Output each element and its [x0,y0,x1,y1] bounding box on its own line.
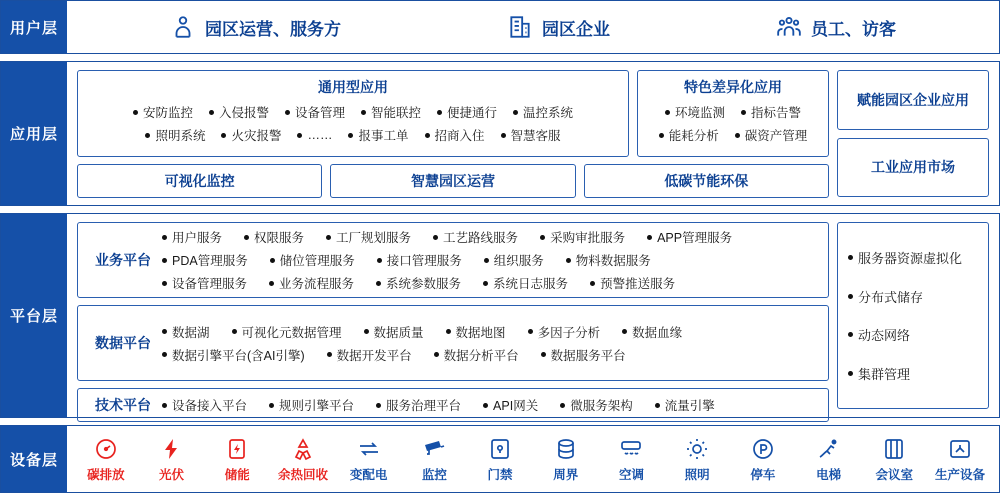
general-application-row-1 [88,103,618,121]
platform-layer [0,213,1000,418]
platform-layer-body [67,214,999,417]
app-chip[interactable]: 便捷通行 [437,103,497,121]
aircon-icon [619,436,643,462]
data-chip[interactable]: 数据地图 [446,323,506,341]
data-chip[interactable]: 数据分析平台 [434,346,519,364]
user-layer [0,0,1000,54]
device-item-production-equipment[interactable] [934,436,986,483]
special-application-box [637,70,829,157]
service-chip[interactable]: 工厂规划服务 [326,228,411,246]
tech-chip[interactable]: 规则引擎平台 [269,396,354,414]
user-item-operator[interactable] [170,14,341,40]
business-platform-row-1 [162,228,820,246]
device-label: 停车 [750,467,776,482]
general-application-title: 通用型应用 [318,79,388,95]
device-label: 空调 [618,467,644,482]
data-chip[interactable]: 数据开发平台 [327,346,412,364]
device-item-storage[interactable] [211,436,263,483]
user-item-label: 园区运营、服务方 [205,19,341,39]
perimeter-icon [554,436,578,462]
transformer-icon [357,436,381,462]
device-item-parking[interactable] [737,436,789,483]
special-application-title: 特色差异化应用 [684,79,782,95]
building-icon [507,14,533,40]
platform-layer-label: 平台层 [1,214,67,417]
infrastructure-chip[interactable]: 动态网络 [848,325,978,344]
app-chip[interactable]: 设备管理 [285,103,345,121]
platform-left-column [77,222,829,413]
application-bottom-row [77,164,829,198]
battery-icon [225,436,249,462]
app-chip[interactable]: 碳资产管理 [735,126,808,144]
tech-chip[interactable]: 设备接入平台 [162,396,247,414]
service-chip[interactable]: 物料数据服务 [566,251,651,269]
service-chip[interactable]: 组织服务 [484,251,544,269]
device-layer-label: 设备层 [1,426,67,492]
device-layer [0,425,1000,493]
data-platform-name: 数据平台 [95,335,151,351]
device-label: 会议室 [875,467,914,482]
service-chip[interactable]: 工艺路线服务 [433,228,518,246]
user-item-staff[interactable] [776,14,896,40]
device-item-elevator[interactable] [803,436,855,483]
user-item-label: 员工、访客 [811,19,896,39]
app-chip[interactable]: 入侵报警 [209,103,269,121]
data-chip[interactable]: 数据血缘 [622,323,682,341]
device-item-lighting[interactable] [671,436,723,483]
business-platform-rows [162,228,820,292]
app-chip[interactable]: 安防监控 [133,103,193,121]
data-platform-rows [162,323,820,364]
data-chip[interactable]: 多因子分析 [528,323,601,341]
service-chip[interactable]: 系统参数服务 [376,274,461,292]
data-chip[interactable]: 数据湖 [162,323,210,341]
device-label: 门禁 [487,467,513,482]
tech-platform-name: 技术平台 [95,397,151,413]
tech-chip[interactable]: API网关 [483,396,538,414]
service-chip[interactable]: 权限服务 [244,228,304,246]
special-application-row-1 [648,103,818,121]
camera-icon [422,436,446,462]
app-chip[interactable]: …… [297,126,332,144]
recycle-icon [291,436,315,462]
device-item-perimeter[interactable] [540,436,592,483]
service-chip[interactable]: 业务流程服务 [269,274,354,292]
user-layer-label: 用户层 [1,1,67,53]
device-label: 生产设备 [934,467,985,482]
service-chip[interactable]: 预警推送服务 [590,274,675,292]
device-item-meeting-room[interactable] [868,436,920,483]
data-platform-block [77,305,829,381]
meeting-icon [882,436,906,462]
operator-icon [170,14,196,40]
device-layer-body [67,426,999,492]
service-chip[interactable]: 采购审批服务 [540,228,625,246]
tech-chip[interactable]: 流量引擎 [655,396,715,414]
data-chip[interactable]: 数据质量 [364,323,424,341]
gauge-icon [94,436,118,462]
special-application-row-2 [648,126,818,144]
service-chip[interactable]: PDA管理服务 [162,251,248,269]
data-chip[interactable]: 数据引擎平台(含AI引擎) [162,346,305,364]
app-chip[interactable]: 智慧客服 [501,126,561,144]
device-item-hvac[interactable] [605,436,657,483]
app-chip[interactable]: 报事工单 [348,126,408,144]
data-platform-row-2 [162,346,820,364]
app-right-empower-enterprise[interactable]: 赋能园区企业应用 [837,70,989,130]
device-label: 光伏 [159,467,185,482]
factory-icon [948,436,972,462]
service-chip[interactable]: 设备管理服务 [162,274,247,292]
device-item-substation[interactable] [343,436,395,483]
app-chip[interactable]: 火灾报警 [221,126,281,144]
tech-chip[interactable]: 微服务架构 [560,396,633,414]
app-chip[interactable]: 能耗分析 [659,126,719,144]
light-icon [685,436,709,462]
device-item-pv[interactable] [146,436,198,483]
parking-icon [751,436,775,462]
device-label: 监控 [421,467,447,482]
device-item-heat-recovery[interactable] [277,436,329,483]
business-platform-row-3 [162,274,820,292]
infrastructure-box [837,222,989,409]
app-chip[interactable]: 智能联控 [361,103,421,121]
tech-platform-rows [162,396,820,414]
infrastructure-chip[interactable]: 集群管理 [848,364,978,383]
app-chip[interactable]: 环境监测 [665,103,725,121]
business-platform-name: 业务平台 [95,252,151,268]
device-item-access-control[interactable] [474,436,526,483]
service-chip[interactable]: APP管理服务 [647,228,732,246]
data-platform-row-1 [162,323,820,341]
app-pill-low-carbon[interactable]: 低碳节能环保 [584,164,829,198]
application-layer [0,61,1000,206]
data-chip[interactable]: 可视化元数据管理 [232,323,342,341]
tech-chip[interactable]: 服务治理平台 [376,396,461,414]
business-platform-block [77,222,829,298]
device-item-carbon[interactable] [80,436,132,483]
application-left-column [77,70,829,197]
app-chip[interactable]: 招商入住 [425,126,485,144]
tech-platform-block [77,388,829,422]
application-layer-label: 应用层 [1,62,67,205]
user-item-enterprise[interactable] [507,14,610,40]
data-chip[interactable]: 数据服务平台 [541,346,626,364]
user-item-label: 园区企业 [542,19,610,39]
tech-platform-row-1 [162,396,820,414]
application-layer-body [67,62,999,205]
service-chip[interactable]: 储位管理服务 [270,251,355,269]
device-label: 周界 [553,467,579,482]
app-chip[interactable]: 温控系统 [513,103,573,121]
device-label: 照明 [684,467,710,482]
service-chip[interactable]: 系统日志服务 [483,274,568,292]
general-application-box [77,70,629,157]
elevator-icon [817,436,841,462]
application-right-column [837,70,989,197]
device-item-surveillance[interactable] [408,436,460,483]
app-chip[interactable]: 指标告警 [741,103,801,121]
device-label: 储能 [224,467,250,482]
application-top-row [77,70,829,157]
infrastructure-chip[interactable]: 服务器资源虚拟化 [848,248,978,267]
general-application-row-2 [88,126,618,144]
service-chip[interactable]: 接口管理服务 [377,251,462,269]
lock-icon [488,436,512,462]
app-pill-smart-park-operation[interactable]: 智慧园区运营 [330,164,575,198]
device-label: 变配电 [349,467,388,482]
business-platform-row-2 [162,251,820,269]
device-label: 碳排放 [87,467,125,482]
app-right-industrial-market[interactable]: 工业应用市场 [837,138,989,198]
device-label: 余热回收 [277,467,328,482]
bolt-icon [160,436,184,462]
device-label: 电梯 [816,467,842,482]
app-chip[interactable]: 照明系统 [145,126,205,144]
app-pill-visual-monitoring[interactable]: 可视化监控 [77,164,322,198]
people-icon [776,14,802,40]
service-chip[interactable]: 用户服务 [162,228,222,246]
infrastructure-chip[interactable]: 分布式储存 [848,287,978,306]
user-layer-body [67,1,999,53]
